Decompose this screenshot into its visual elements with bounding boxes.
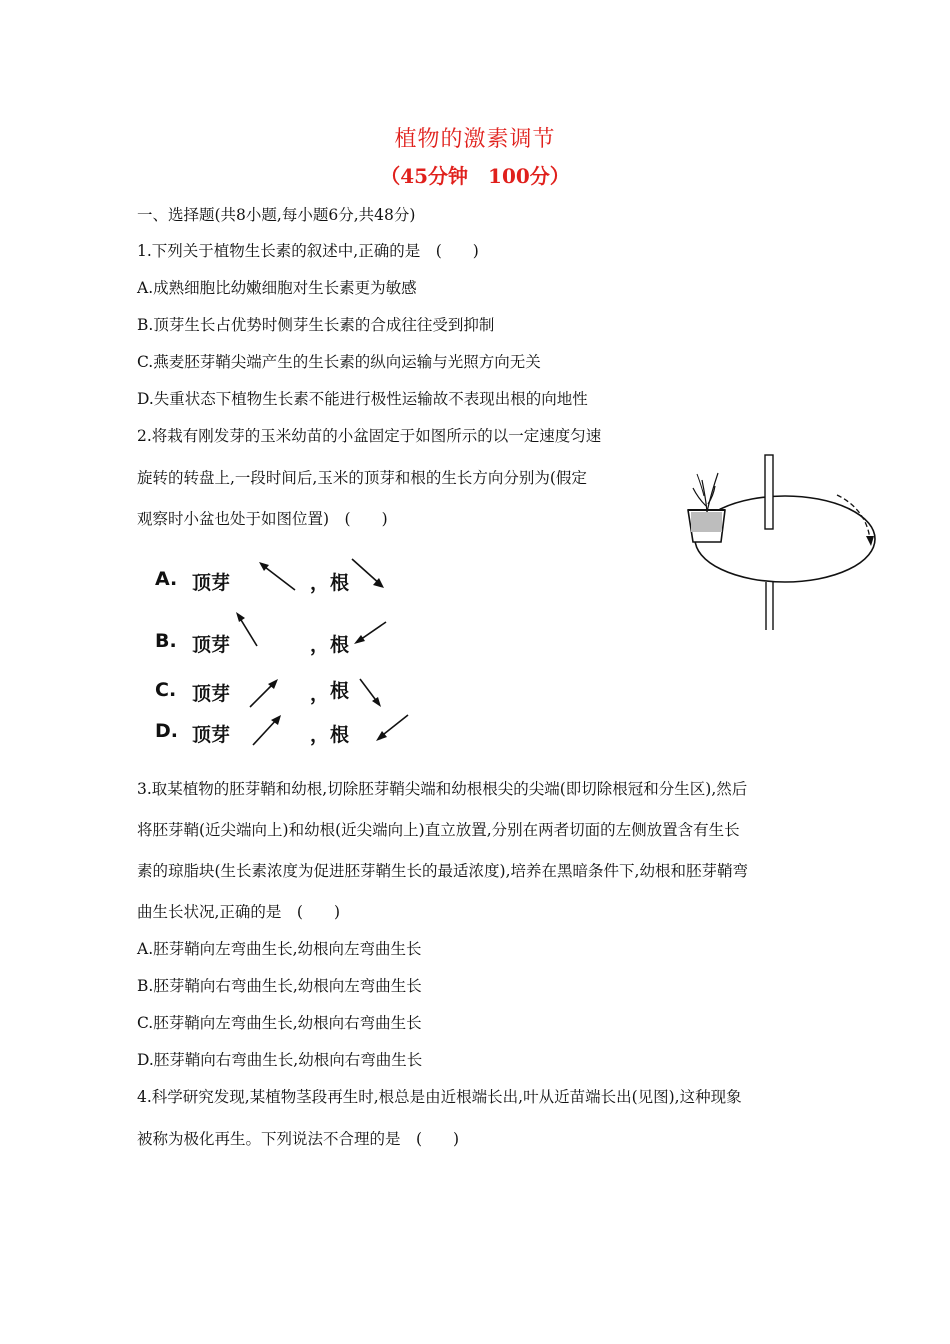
q4-stem-line-2: 被称为极化再生。下列说法不合理的是 ( ) [137, 1130, 460, 1148]
q2-option-a-root-label: 根 [330, 572, 350, 594]
up-left-arrow-icon [255, 560, 300, 595]
q2-option-a-bud-label: 顶芽 [192, 572, 231, 594]
q2-stem-line-3: 观察时小盆也处于如图位置) ( ) [137, 510, 388, 528]
down-left-arrow-icon [350, 619, 390, 649]
q2-stem-line-2: 旋转的转盘上,一段时间后,玉米的顶芽和根的生长方向分别为(假定 [137, 469, 587, 487]
down-right-arrow-icon [348, 555, 388, 591]
q2-option-c [150, 676, 420, 716]
q2-option-d-comma: ， [310, 724, 330, 746]
q2-option-c-root-label: 根 [330, 680, 350, 702]
q3-option-d: D.胚芽鞘向右弯曲生长,幼根向右弯曲生长 [137, 1051, 423, 1069]
q1-option-d: D.失重状态下植物生长素不能进行极性运输故不表现出根的向地性 [137, 390, 588, 408]
q2-option-a [150, 560, 420, 600]
q2-option-b-letter: B. [155, 630, 177, 652]
q2-option-d-bud-label: 顶芽 [192, 724, 231, 746]
q2-option-d [150, 712, 420, 752]
q2-option-b-root-label: 根 [330, 634, 350, 656]
down-right-arrow-icon [356, 676, 386, 710]
up-right-arrow-icon [247, 676, 281, 710]
q1-option-b: B.顶芽生长占优势时侧芽生长素的合成往往受到抑制 [137, 316, 495, 334]
q2-option-c-bud-label: 顶芽 [192, 683, 231, 705]
q2-option-a-letter: A. [155, 568, 178, 590]
q3-option-b: B.胚芽鞘向右弯曲生长,幼根向左弯曲生长 [137, 977, 422, 995]
q2-option-a-comma: ， [310, 572, 330, 594]
down-left-arrow-icon [372, 712, 412, 744]
up-right-arrow-icon [250, 712, 284, 748]
q2-option-d-root-label: 根 [330, 724, 350, 746]
section-heading: 一、选择题(共8小题,每小题6分,共48分) [137, 206, 416, 224]
q2-option-c-letter: C. [155, 679, 177, 701]
q3-option-a: A.胚芽鞘向左弯曲生长,幼根向左弯曲生长 [137, 940, 422, 958]
up-left-arrow-icon [232, 610, 262, 650]
q3-stem-line-3: 素的琼脂块(生长素浓度为促进胚芽鞘生长的最适浓度),培养在黑暗条件下,幼根和胚芽鞘弯 [137, 862, 748, 880]
q2-stem-line-1: 2.将栽有刚发芽的玉米幼苗的小盆固定于如图所示的以一定速度匀速 [137, 427, 602, 445]
q2-option-b-comma: ， [310, 634, 330, 656]
q2-option-b [150, 622, 420, 662]
q1-option-c: C.燕麦胚芽鞘尖端产生的生长素的纵向运输与光照方向无关 [137, 353, 541, 371]
q2-option-c-comma: ， [310, 683, 330, 705]
q4-stem-line-1: 4.科学研究发现,某植物茎段再生时,根总是由近根端长出,叶从近苗端长出(见图),这种现象 [137, 1088, 742, 1106]
page-subtitle: （45分钟 100分） [380, 164, 570, 188]
q1-option-a: A.成熟细胞比幼嫩细胞对生长素更为敏感 [137, 279, 417, 297]
page-title: 植物的激素调节 [394, 127, 556, 152]
turntable-figure [680, 448, 880, 638]
q3-stem-line-2: 将胚芽鞘(近尖端向上)和幼根(近尖端向上)直立放置,分别在两者切面的左侧放置含有生长 [137, 821, 740, 839]
q3-option-c: C.胚芽鞘向左弯曲生长,幼根向右弯曲生长 [137, 1014, 422, 1032]
q1-stem: 1.下列关于植物生长素的叙述中,正确的是 ( ) [137, 242, 479, 260]
q2-option-b-bud-label: 顶芽 [192, 634, 231, 656]
q3-stem-line-4: 曲生长状况,正确的是 ( ) [137, 903, 341, 921]
q2-option-d-letter: D. [155, 720, 178, 742]
q3-stem-line-1: 3.取某植物的胚芽鞘和幼根,切除胚芽鞘尖端和幼根根尖的尖端(即切除根冠和分生区),然后 [137, 780, 748, 798]
